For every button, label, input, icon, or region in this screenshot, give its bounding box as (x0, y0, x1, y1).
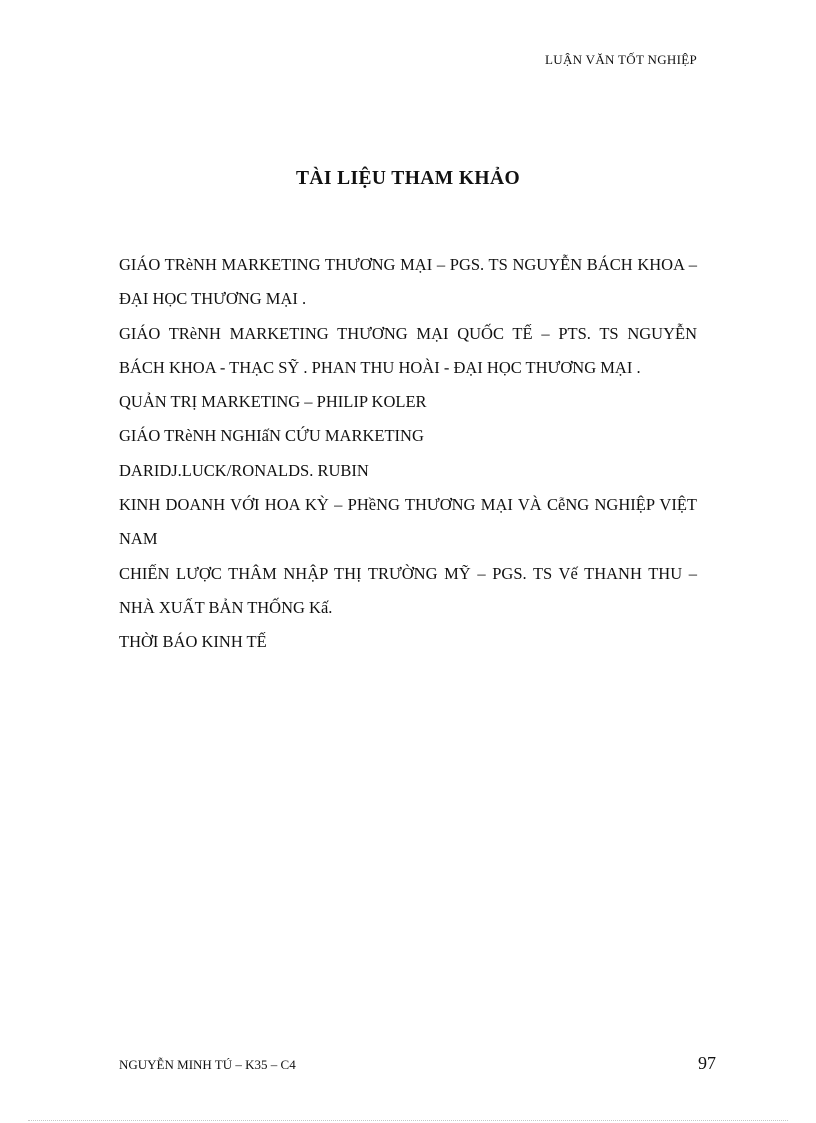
reference-item: GIÁO TRèNH NGHIấN CỨU MARKETING (119, 426, 424, 446)
reference-list (119, 248, 697, 660)
reference-item: THỜI BÁO KINH TẾ (119, 632, 267, 652)
reference-item: KINH DOANH VỚI HOA KỲ – PHềNG THƯƠNG MẠI VÀ CễNG NGHIỆP VIỆT NAM (119, 495, 697, 549)
page-edge-divider (28, 1120, 788, 1121)
running-header: LUẬN VĂN TỐT NGHIỆP (545, 52, 697, 67)
page-number: 97 (698, 1053, 716, 1073)
footer-author: NGUYỄN MINH TÚ – K35 – C4 (119, 1057, 296, 1072)
reference-item: DARIDJ.LUCK/RONALDS. RUBIN (119, 460, 369, 480)
reference-item: GIÁO TRèNH MARKETING THƯƠNG MẠI – PGS. TS NGUYỄN BÁCH KHOA – ĐẠI HỌC THƯƠNG MẠI . (119, 255, 697, 309)
page-footer (119, 1053, 716, 1079)
reference-item: CHIẾN LƯỢC THÂM NHẬP THỊ TRƯỜNG MỸ – PGS. TS Vế THANH THU – NHÀ XUẤT BẢN THỐNG Kấ. (119, 563, 697, 617)
reference-item: QUẢN TRỊ MARKETING – PHILIP KOLER (119, 392, 427, 412)
reference-item: GIÁO TRèNH MARKETING THƯƠNG MẠI QUỐC TẾ – PTS. TS NGUYỄN BÁCH KHOA - THẠC SỸ . PHAN THU HOÀI - ĐẠI HỌC THƯƠNG MẠI . (119, 323, 697, 377)
page-title: TÀI LIỆU THAM KHẢO (295, 168, 521, 189)
